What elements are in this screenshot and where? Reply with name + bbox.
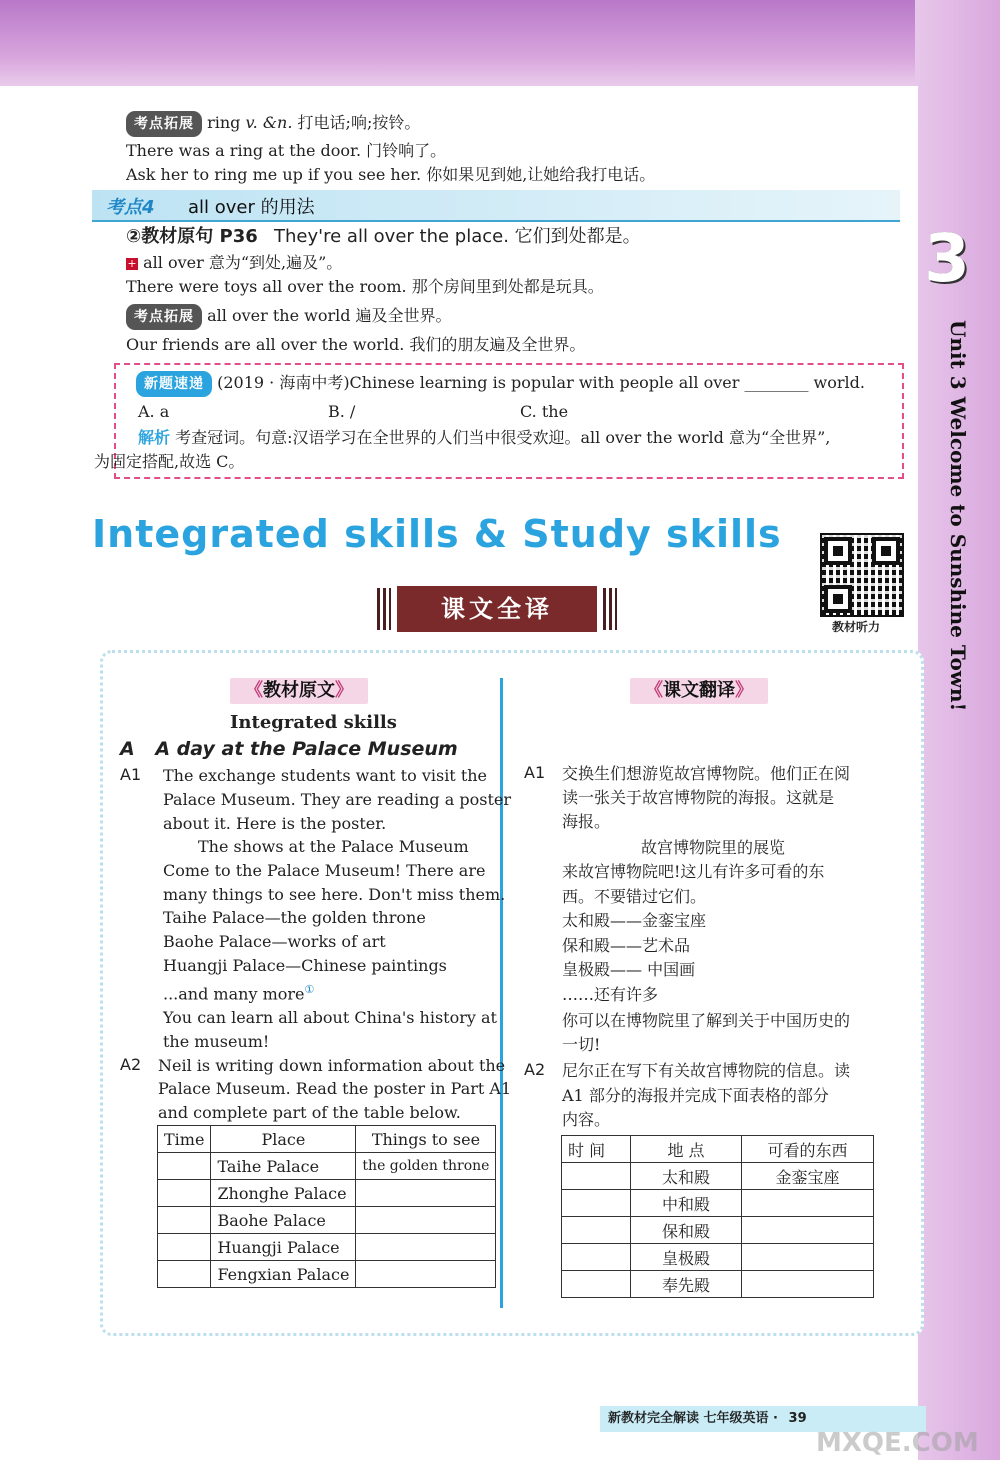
qr-eye <box>824 537 852 565</box>
ext-world-text: all over the world 遍及全世界。 <box>207 306 452 325</box>
analysis-line-1 <box>138 427 830 449</box>
table-cell: 中和殿 <box>631 1190 742 1217</box>
table-row <box>158 1261 496 1288</box>
table-row <box>158 1180 496 1207</box>
right-a2-line: 内容。 <box>562 1110 611 1129</box>
ring-word: ring <box>207 113 241 132</box>
qr-code[interactable] <box>820 533 904 617</box>
table-cell <box>562 1244 631 1271</box>
left-a2-line: Palace Museum. Read the poster in Part A1 <box>158 1079 512 1098</box>
footnote-marker: ① <box>304 983 315 996</box>
banner-bars-left <box>377 588 391 630</box>
table-cell <box>356 1261 496 1288</box>
left-learn-line: You can learn all about China's history at <box>163 1008 497 1027</box>
table-row <box>158 1234 496 1261</box>
left-learn-line: the museum! <box>163 1032 270 1051</box>
exam-question-line <box>136 371 865 397</box>
meaning-line <box>126 252 342 274</box>
table-cell: Taihe Palace <box>211 1153 356 1180</box>
table-cell <box>742 1244 874 1271</box>
section-title: Integrated skills & Study skills <box>92 512 782 556</box>
left-poster-line-more <box>163 979 314 1005</box>
orig-sentence: They're all over the place. 它们到处都是。 <box>274 226 641 247</box>
table-cell: Baohe Palace <box>211 1207 356 1234</box>
part-a-letter: A <box>120 738 135 760</box>
right-learn-line: 你可以在博物院里了解到关于中国历史的 <box>562 1011 851 1030</box>
left-poster-line: Huangji Palace—Chinese paintings <box>163 956 447 975</box>
table-cell <box>356 1207 496 1234</box>
right-a2-line: A1 部分的海报并完成下面表格的部分 <box>562 1086 829 1105</box>
option-c: C. the <box>520 402 569 421</box>
part-a-title: A day at the Palace Museum <box>155 738 458 760</box>
banner-title: 课文全译 <box>397 586 597 632</box>
table-cell <box>158 1261 211 1288</box>
left-poster-line: ...and many more <box>163 984 305 1004</box>
table-cell <box>356 1180 496 1207</box>
qr-eye <box>824 585 852 613</box>
point4-header <box>92 190 900 222</box>
table-row <box>562 1244 874 1271</box>
exam-question-box <box>94 363 904 479</box>
table-cell <box>158 1153 211 1180</box>
table-cell <box>158 1207 211 1234</box>
unit-label: Unit 3 Welcome to Sunshine Town! <box>946 320 970 712</box>
option-b: B. / <box>328 402 356 421</box>
table-cell <box>562 1190 631 1217</box>
left-tag-text: 教材原文 <box>263 680 335 701</box>
left-a2-number: A2 <box>120 1055 142 1074</box>
analysis-line-2: 为固定搭配,故选 C。 <box>94 452 245 471</box>
allover-example: There were toys all over the room. 那个房间里到处都是玩具。 <box>126 277 604 296</box>
table-header-cell: 可看的东西 <box>742 1136 874 1163</box>
left-table <box>157 1125 496 1288</box>
table-cell: 保和殿 <box>631 1217 742 1244</box>
table-cell: 金銮宝座 <box>742 1163 874 1190</box>
right-a1-line: 交换生们想游览故宫博物院。他们正在阅 <box>562 764 851 783</box>
table-header-cell: Place <box>211 1126 356 1153</box>
left-poster-line: Come to the Palace Museum! There are <box>163 861 486 880</box>
table-cell: Zhonghe Palace <box>211 1180 356 1207</box>
table-row <box>158 1207 496 1234</box>
table-cell <box>742 1190 874 1217</box>
ext-world-line <box>126 304 452 330</box>
table-cell <box>356 1234 496 1261</box>
table-cell <box>742 1217 874 1244</box>
table-cell: Fengxian Palace <box>211 1261 356 1288</box>
table-cell: 奉先殿 <box>631 1271 742 1298</box>
translation-banner <box>377 586 617 632</box>
orig-sentence-line <box>126 226 641 248</box>
top-decorative-band <box>0 0 1000 96</box>
table-row <box>158 1153 496 1180</box>
ext-ring-line <box>126 111 420 137</box>
table-cell <box>158 1234 211 1261</box>
table-header-row <box>562 1136 874 1163</box>
table-row <box>562 1217 874 1244</box>
page-number: 39 <box>788 1411 807 1426</box>
analysis-text-1: 考查冠词。句意:汉语学习在全世界的人们当中很受欢迎。all over the world 意为“全世界”, <box>175 428 831 447</box>
table-cell: 太和殿 <box>631 1163 742 1190</box>
side-decorative-band <box>915 0 1000 1460</box>
point4-label: 考点4 <box>106 197 155 218</box>
left-a2-line: and complete part of the table below. <box>158 1103 461 1122</box>
right-learn-line: 一切! <box>562 1035 601 1054</box>
table-cell <box>742 1271 874 1298</box>
right-poster-title: 故宫博物院里的展览 <box>641 838 786 857</box>
analysis-label: 解析 <box>138 428 171 447</box>
table-header-cell: 时 间 <box>562 1136 631 1163</box>
ring-pos: v. &n. <box>245 113 293 132</box>
table-cell: Huangji Palace <box>211 1234 356 1261</box>
right-poster-line: 皇极殿—— 中国画 <box>562 960 696 979</box>
right-poster-line: 来故宫博物院吧!这儿有许多可看的东 <box>562 862 825 881</box>
table-cell <box>562 1163 631 1190</box>
qr-eye <box>872 537 900 565</box>
right-tag-text: 课文翻译 <box>663 680 735 701</box>
left-heading: Integrated skills <box>230 712 397 733</box>
table-cell <box>562 1271 631 1298</box>
left-a1-number: A1 <box>120 765 142 784</box>
left-a2-line: Neil is writing down information about the <box>158 1056 506 1075</box>
table-row <box>562 1190 874 1217</box>
right-table <box>561 1135 874 1298</box>
option-a: A. a <box>138 402 170 421</box>
table-cell <box>562 1217 631 1244</box>
footer-text: 新教材完全解读 七年级英语 · <box>608 1411 778 1426</box>
left-poster-line: many things to see here. Don't miss them. <box>163 885 506 904</box>
part-a-heading <box>120 738 458 760</box>
orig-source: ②教材原句 P36 <box>126 226 258 247</box>
banner-bars-right <box>603 588 617 630</box>
left-poster-line: Baohe Palace—works of art <box>163 932 386 951</box>
right-a2-number: A2 <box>524 1060 546 1079</box>
table-header-cell: Time <box>158 1126 211 1153</box>
right-poster-line: 太和殿——金銮宝座 <box>562 911 707 930</box>
left-a1-line: The exchange students want to visit the <box>163 766 488 785</box>
qr-caption: 教材听力 <box>832 620 881 634</box>
world-example: Our friends are all over the world. 我们的朋友遍及全世界。 <box>126 335 586 354</box>
left-column-tag: 《教材原文》 <box>230 678 368 704</box>
right-column-tag: 《课文翻译》 <box>630 678 768 704</box>
ring-example-2: Ask her to ring me up if you see her. 你如果见到她,让她给我打电话。 <box>126 165 656 184</box>
right-a1-line: 海报。 <box>562 812 611 831</box>
column-divider <box>500 678 503 1308</box>
left-a1-line: Palace Museum. They are reading a poster <box>163 790 511 809</box>
ext-tag-2: 考点拓展 <box>126 304 202 330</box>
right-poster-line: 保和殿——艺术品 <box>562 936 691 955</box>
left-poster-title: The shows at the Palace Museum <box>198 837 469 856</box>
unit-number: 3 <box>924 220 970 297</box>
table-row <box>562 1163 874 1190</box>
watermark-logo: MXQE.COM <box>816 1428 979 1458</box>
right-poster-line: ……还有许多 <box>562 985 659 1004</box>
ring-example-1: There was a ring at the door. 门铃响了。 <box>126 141 447 160</box>
left-a1-line: about it. Here is the poster. <box>163 814 387 833</box>
meaning-text: all over 意为“到处,遍及”。 <box>143 253 343 272</box>
right-poster-line: 西。不要错过它们。 <box>562 887 707 906</box>
table-row <box>562 1271 874 1298</box>
exam-question: (2019 · 海南中考)Chinese learning is popular with people all over ________ world. <box>217 373 865 392</box>
right-a1-line: 读一张关于故宫博物院的海报。这就是 <box>562 788 835 807</box>
table-cell: the golden throne <box>356 1153 496 1180</box>
right-a2-line: 尼尔正在写下有关故宫博物院的信息。读 <box>562 1061 851 1080</box>
plus-icon: + <box>127 256 137 270</box>
table-header-cell: Things to see <box>356 1126 496 1153</box>
ext-tag: 考点拓展 <box>126 111 202 137</box>
table-cell: 皇极殿 <box>631 1244 742 1271</box>
ring-meaning: 打电话;响;按铃。 <box>297 113 421 132</box>
table-header-cell: 地 点 <box>631 1136 742 1163</box>
right-a1-number: A1 <box>524 763 546 782</box>
point4-title: all over 的用法 <box>188 197 315 218</box>
left-poster-line: Taihe Palace—the golden throne <box>163 908 426 927</box>
exam-tag: 新题速递 <box>136 371 212 397</box>
table-cell <box>158 1180 211 1207</box>
table-header-row <box>158 1126 496 1153</box>
